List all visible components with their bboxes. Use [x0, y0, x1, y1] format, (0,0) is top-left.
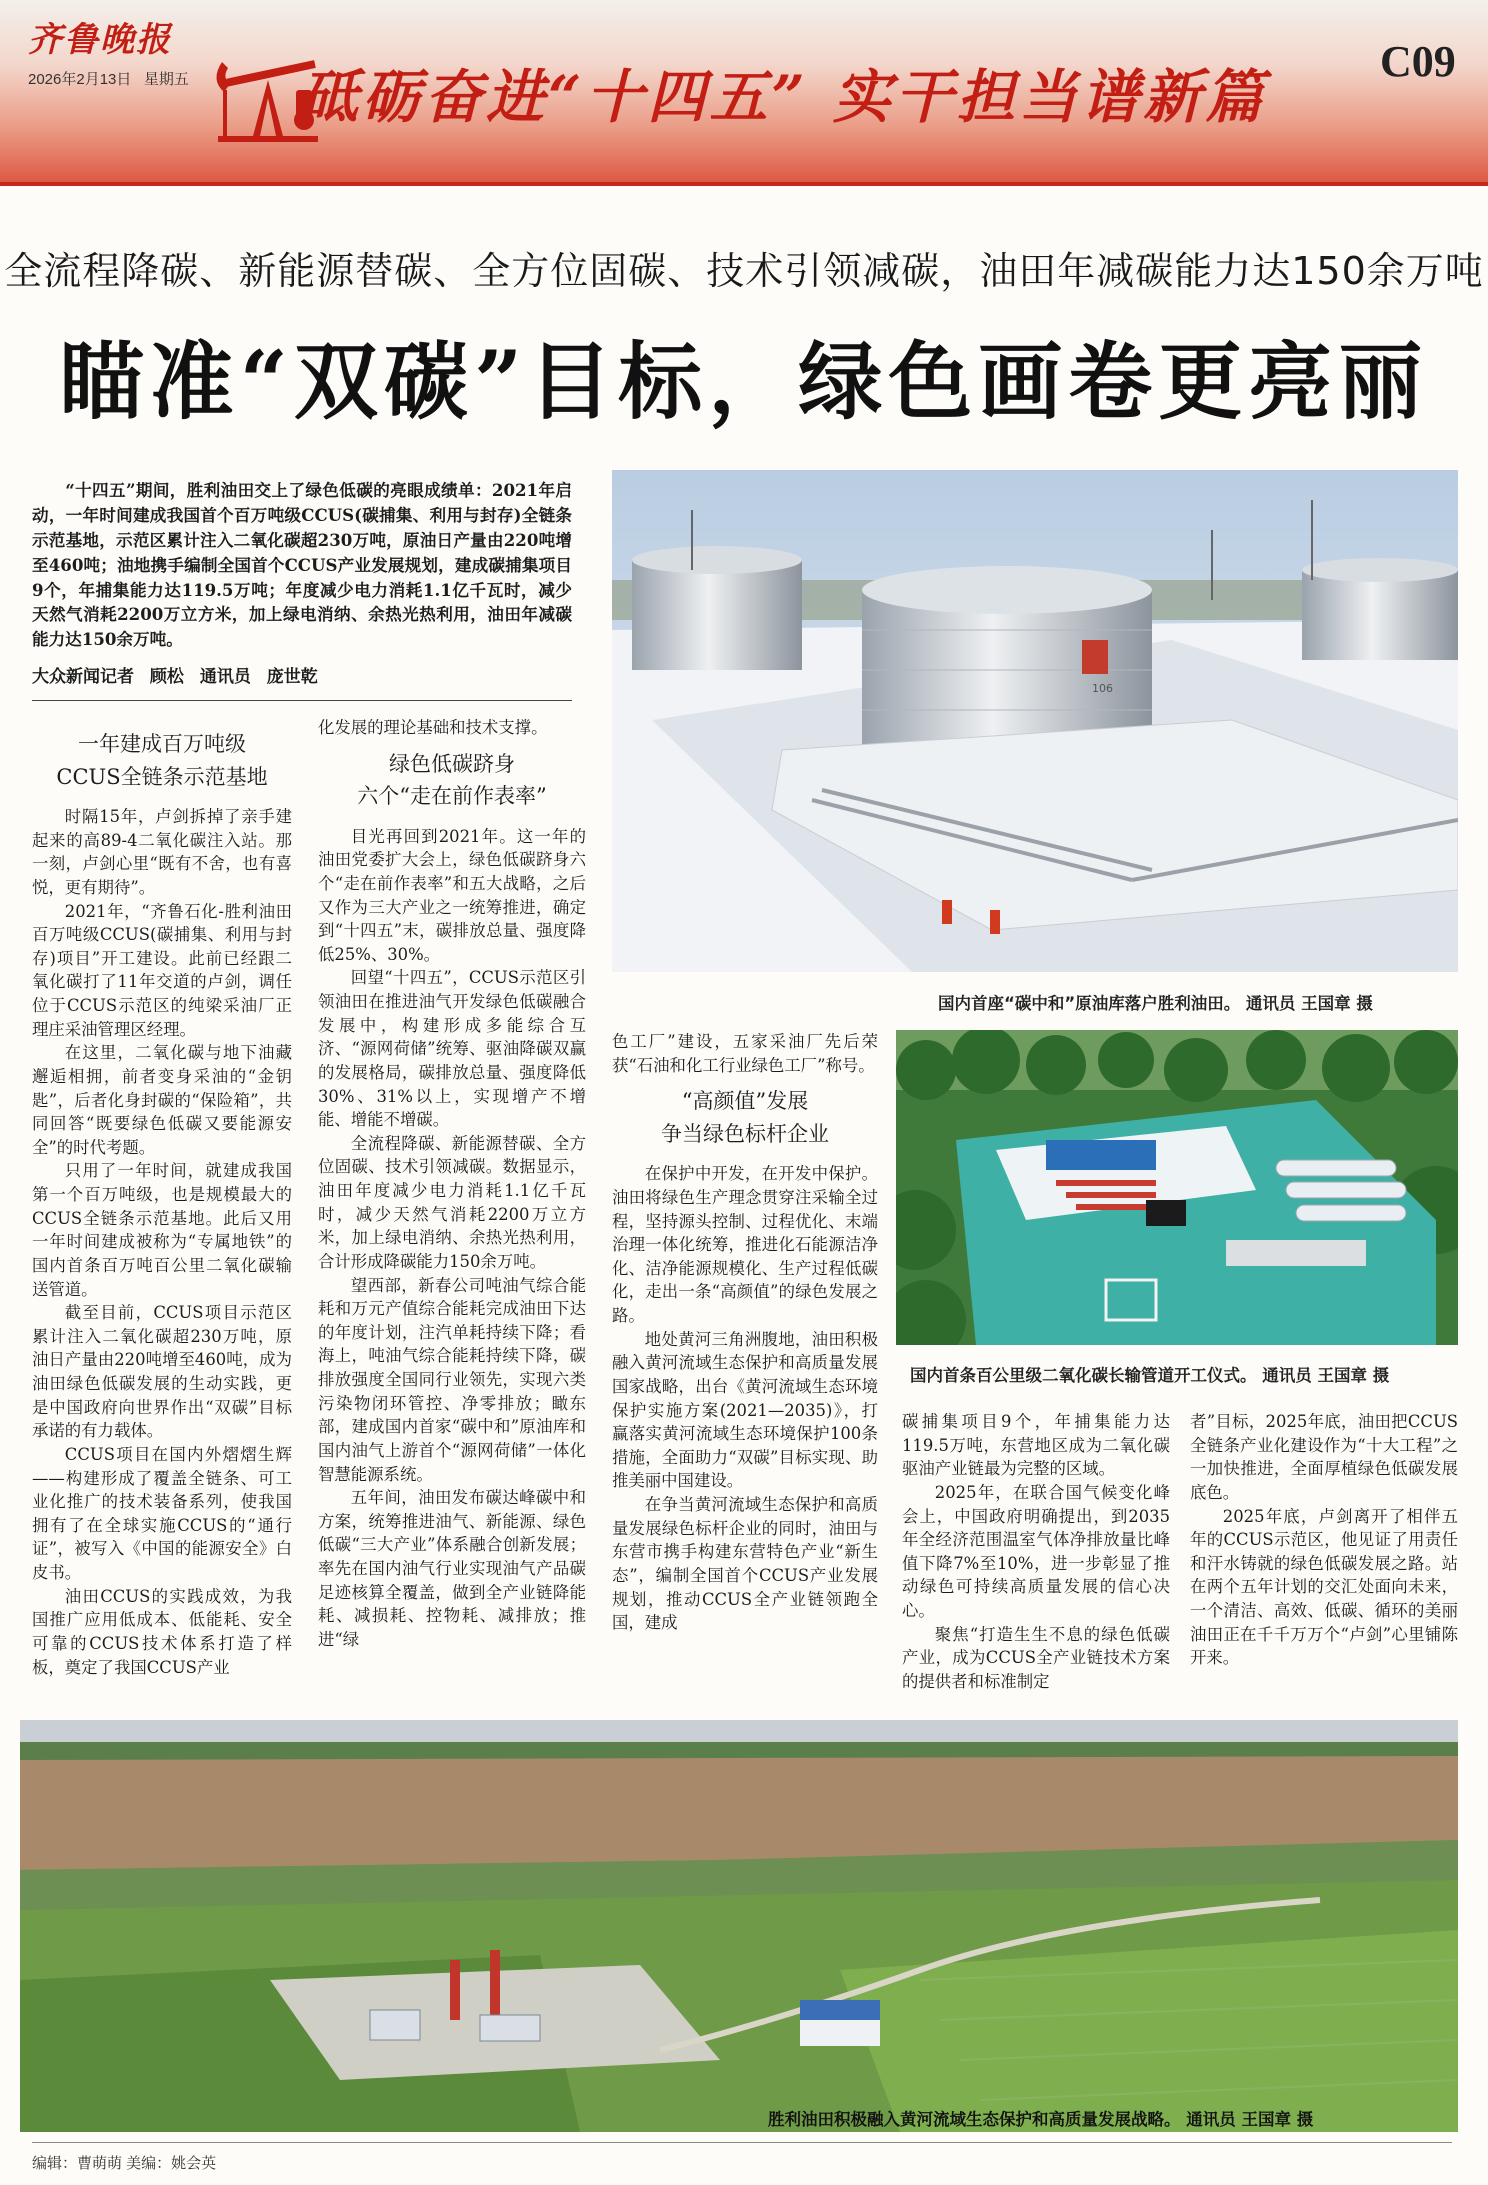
column-1	[32, 728, 292, 1679]
col1-paragraph: CCUS项目在国内外熠熠生辉——构建形成了覆盖全链条、可工业化推广的技术装备系列，使我国拥有了在全球实施CCUS的“通行证”，被写入《中国的能源安全》白皮书。	[32, 1444, 292, 1583]
col2-paragraph: 目光再回到2021年。这一年的油田党委扩大会上，绿色低碳跻身六个“走在前作表率”和五大战略，之后又作为三大产业之一统筹推进，确定到“十四五”末，碳排放总量、强度降低25%、30%。	[318, 826, 586, 964]
col5-paragraph: 者”目标，2025年底，油田把CCUS全链条产业化建设作为“十大工程”之一加快推进，全面厚植绿色低碳发展底色。	[1190, 1412, 1458, 1502]
masthead-logo: 齐鲁晚报	[28, 20, 172, 60]
col2-paragraph: 回望“十四五”，CCUS示范区引领油田在推进油气开发绿色低碳融合发展中，构建形成多能综合互济、“源网荷储”统筹、驱油降碳双赢的发展格局，碳排放总量、强度降低30%、31%以上，实现增产不增能、增能不增碳。	[318, 968, 586, 1130]
col2-paragraph: 望西部，新春公司吨油气综合能耗和万元产值综合能耗完成油田下达的年度计划，注汽单耗持续下降；看海上，吨油气综合能耗持续下降，碳排放强度全国同行业领先，实现六类污染物闭环管控、净零排放；瞰东部，建成国内首家“碳中和”原油库和国内油气上游首个“源网荷储”一体化智慧能源系统。	[318, 1275, 586, 1484]
col4-paragraph: 碳捕集项目9个，年捕集能力达119.5万吨，东营地区成为二氧化碳驱油产业链最为完整的区域。	[902, 1412, 1170, 1479]
article-title: 瞄准“双碳”目标，绿色画卷更亮丽	[59, 332, 1429, 431]
tank-number: 106	[1092, 682, 1113, 695]
column-2	[318, 716, 586, 1652]
section2-heading-line2: 六个“走在前作表率”	[357, 784, 547, 809]
photo-pipeline-ceremony-image	[896, 1030, 1458, 1345]
col1-paragraph: 2021年，“齐鲁石化-胜利油田百万吨级CCUS(碳捕集、利用与封存)项目”开工建设。此前已经跟二氧化碳打了11年交道的卢剑，调任位于CCUS示范区的纯梁采油厂正理庄采油管理区经理。	[32, 901, 292, 1039]
col3-continuation: 色工厂”建设，五家采油厂先后荣获“石油和化工行业绿色工厂”称号。	[612, 1032, 878, 1075]
col2-continuation: 化发展的理论基础和技术支撑。	[318, 718, 548, 737]
col3-paragraph: 在保护中开发，在开发中保护。油田将绿色生产理念贯穿注采输全过程，坚持源头控制、过程优化、末端治理一体化统筹，推进化石能源洁净化、洁净能源规模化、生产过程低碳化，走出一条“高颜值”的绿色发展之路。	[612, 1164, 878, 1326]
page-number: C09	[1380, 37, 1456, 86]
header-slogan: 砥砺奋进“十四五” 实干担当谱新篇	[300, 63, 1267, 131]
footer-divider	[32, 2142, 1452, 2143]
photo-caption-2: 国内首条百公里级二氧化碳长输管道开工仪式。 通讯员 王国章 摄	[910, 1366, 1390, 1385]
col3-paragraph: 地处黄河三角洲腹地，油田积极融入黄河流域生态保护和高质量发展国家战略，出台《黄河流域生态环境保护实施方案(2021—2035)》，打赢落实黄河流域生态环境保护100条措施，全面助力“双碳”目标实现、助推美丽中国建设。	[612, 1329, 878, 1491]
col5-paragraph: 2025年底，卢剑离开了相伴五年的CCUS示范区，他见证了用责任和汗水铸就的绿色低碳发展之路。站在两个五年计划的交汇处面向未来，一个清洁、高效、低碳、循环的美丽油田正在千千万万个“卢剑”心里铺陈开来。	[1190, 1506, 1458, 1668]
section3-heading-line2: 争当绿色标杆企业	[661, 1121, 829, 1146]
page-header	[0, 0, 1488, 186]
section3-heading	[612, 1085, 878, 1150]
col1-paragraph: 时隔15年，卢剑拆掉了亲手建起来的高89-4二氧化碳注入站。那一刻，卢剑心里“既有不舍，也有喜悦，更有期待”。	[32, 807, 292, 897]
divider	[32, 700, 572, 701]
section1-heading-line1: 一年建成百万吨级	[78, 732, 246, 756]
section1-heading	[32, 728, 292, 793]
footer-credits: 编辑：曹萌萌 美编：姚会英	[32, 2155, 217, 2172]
byline: 大众新闻记者 顾松 通讯员 庞世乾	[32, 667, 318, 687]
photo-yellow-river-oilfield-image	[20, 1720, 1458, 2132]
photo-crude-oil-depot-image	[612, 470, 1458, 972]
col1-paragraph: 只用了一年时间，就建成我国第一个百万吨级，也是规模最大的CCUS全链条示范基地。此后又用一年时间建成被称为“专属地铁”的国内首条百万吨百公里二氧化碳输送管道。	[32, 1161, 292, 1299]
col2-paragraph: 全流程降碳、新能源替碳、全方位固碳、技术引领减碳。数据显示，油田年度减少电力消耗1.1亿千瓦时，减少天然气消耗2200万立方米，加上绿电消纳、余热光热利用，合计形成降碳能力150余万吨。	[318, 1133, 586, 1271]
column-5	[1190, 1410, 1458, 1670]
photo-caption-1: 国内首座“碳中和”原油库落户胜利油田。 通讯员 王国章 摄	[938, 994, 1373, 1013]
photo-yellow-river-oilfield	[20, 1720, 1458, 2132]
column-4	[902, 1410, 1170, 1694]
col1-paragraph: 截至目前，CCUS项目示范区累计注入二氧化碳超230万吨，原油日产量由220吨增至460吨，成为油田绿色低碳发展的生动实践，更是中国政府向世界作出“双碳”目标承诺的有力载体。	[32, 1303, 292, 1441]
photo-caption-3: 胜利油田积极融入黄河流域生态保护和高质量发展战略。 通讯员 王国章 摄	[768, 2110, 1314, 2129]
issue-weekday: 星期五	[143, 71, 189, 88]
col4-paragraph: 聚焦“打造生生不息的绿色低碳产业，成为CCUS全产业链技术方案的提供者和标准制定	[902, 1624, 1170, 1691]
section3-heading-line1: “高颜值”发展	[681, 1089, 809, 1114]
col1-paragraph: 油田CCUS的实践成效，为我国推广应用低成本、低能耗、安全可靠的CCUS技术体系打造了样板，奠定了我国CCUS产业	[32, 1586, 292, 1677]
article-subtitle: 全流程降碳、新能源替碳、全方位固碳、技术引领减碳，油田年减碳能力达150余万吨	[4, 249, 1484, 293]
issue-date: 2026年2月13日	[28, 71, 132, 88]
photo-pipeline-ceremony	[896, 1030, 1458, 1345]
col1-paragraph: 在这里，二氧化碳与地下油藏邂逅相拥，前者变身采油的“金钥匙”，后者化身封碳的“保险箱”，共同回答“既要绿色低碳又要能源安全”的时代考题。	[32, 1043, 292, 1157]
article-lead: “十四五”期间，胜利油田交上了绿色低碳的亮眼成绩单：2021年启动，一年时间建成我国首个百万吨级CCUS(碳捕集、利用与封存)全链条示范基地，示范区累计注入二氧化碳超230万吨，原油日产量由220吨增至460吨；油地携手编制全国首个CCUS产业发展规划，建成碳捕集项目9个，年捕集能力达119.5万吨；年度减少电力消耗1.1亿千瓦时，减少天然气消耗2200万立方米，加上绿电消纳、余热光热利用，油田年减碳能力达150余万吨。	[32, 480, 572, 650]
col4-paragraph: 2025年，在联合国气候变化峰会上，中国政府明确提出，到2035年全经济范围温室气体净排放量比峰值下降7%至10%，进一步彰显了推动绿色可持续高质量发展的信心决心。	[902, 1482, 1170, 1620]
section2-heading	[318, 748, 586, 813]
photo-crude-oil-depot	[612, 470, 1458, 972]
col2-paragraph: 五年间，油田发布碳达峰碳中和方案，统筹推进油气、新能源、绿色低碳“三大产业”体系融合创新发展；率先在国内油气行业实现油气产品碳足迹核算全覆盖，做到全产业链降能耗、减损耗、控物耗、减排放；推进“绿	[318, 1488, 586, 1649]
column-3	[612, 1030, 878, 1635]
col3-paragraph: 在争当黄河流域生态保护和高质量发展绿色标杆企业的同时，油田与东营市携手构建东营特色产业“新生态”，编制全国首个CCUS产业发展规划，推动CCUS全产业链领跑全国，建成	[612, 1495, 878, 1633]
section1-heading-line2: CCUS全链条示范基地	[56, 764, 268, 789]
dateline	[28, 68, 189, 89]
section2-heading-line1: 绿色低碳跻身	[389, 751, 515, 776]
